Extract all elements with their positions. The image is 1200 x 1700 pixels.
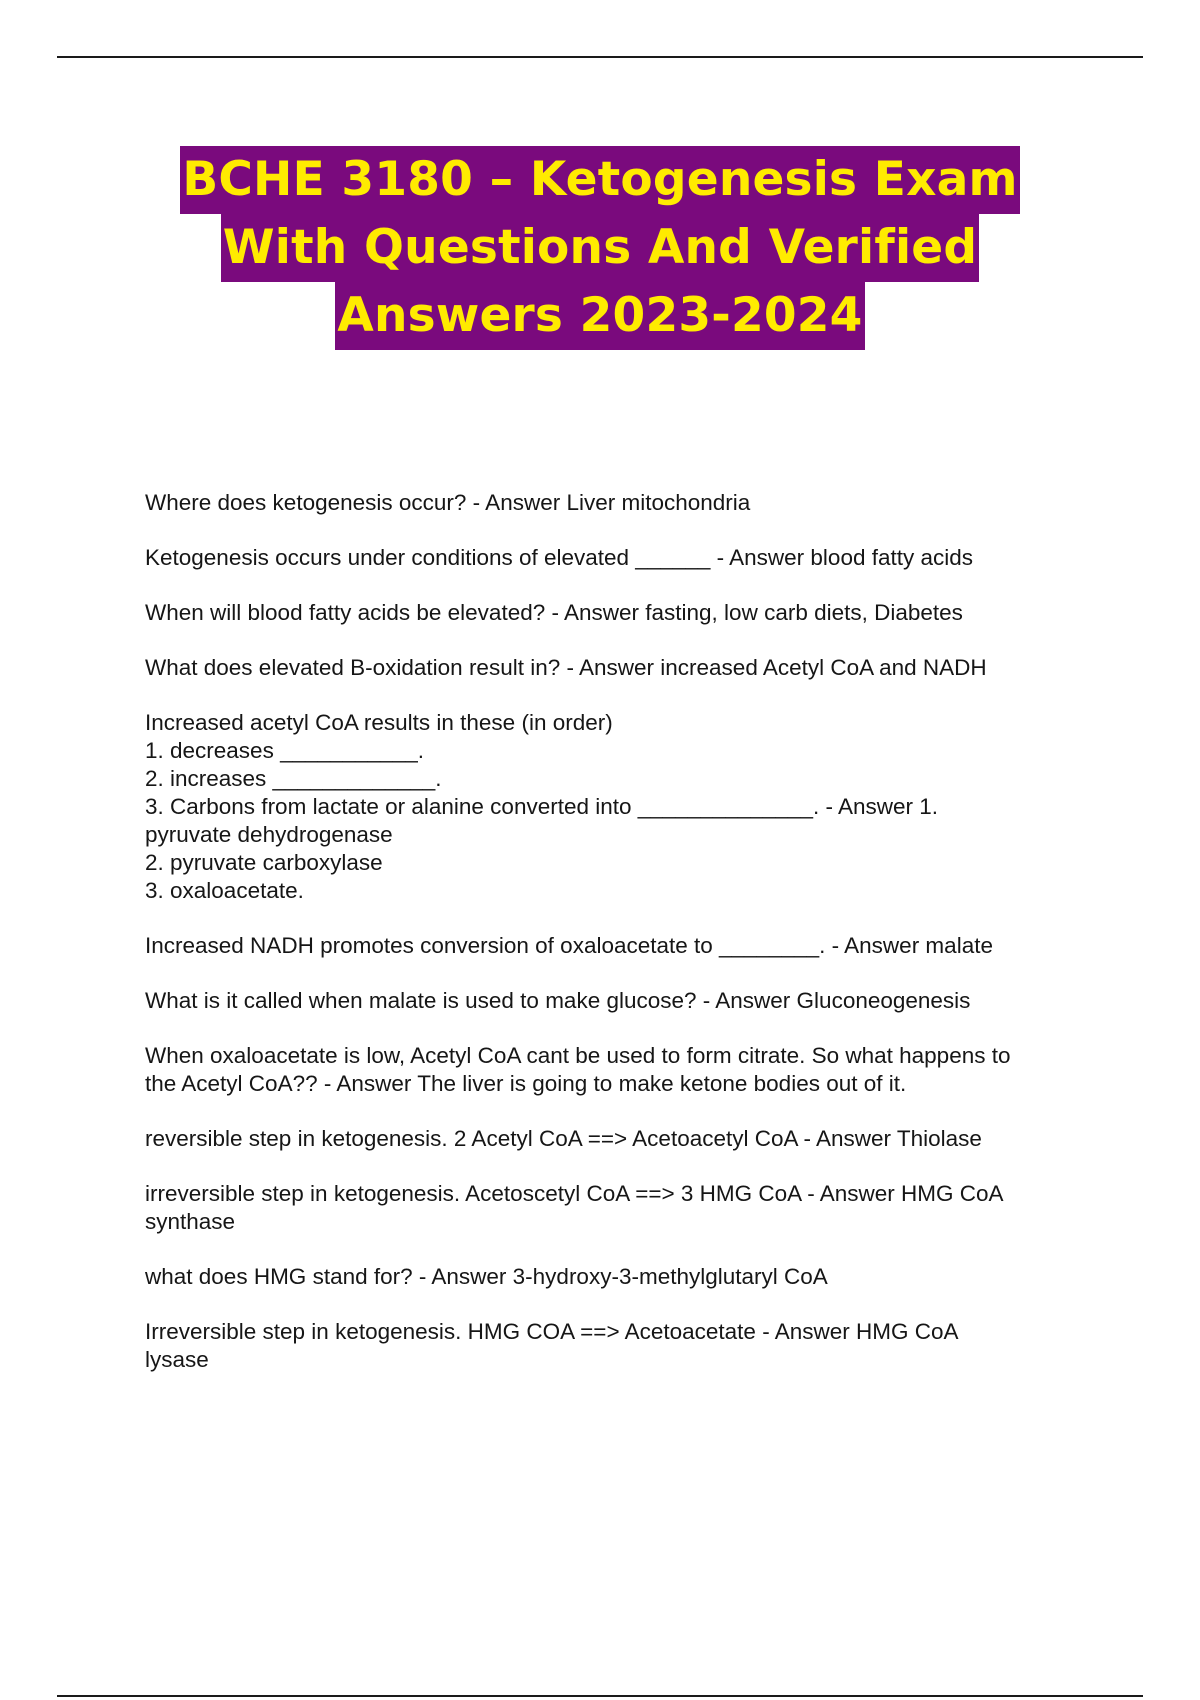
bottom-rule (57, 1695, 1143, 1697)
qa-list (145, 489, 1090, 1401)
qa-item: Increased acetyl CoA results in these (in order) 1. decreases ___________. 2. increases _____________. 3. Carbons from lactate or alanine converted into ______________. - Answer 1. pyruvate dehydrogenase 2. pyruvate carboxylase 3. oxaloacetate. (145, 710, 939, 903)
top-rule (57, 56, 1143, 58)
title-line-3: Answers 2023-2024 (335, 282, 864, 350)
title-line-1: BCHE 3180 – Ketogenesis Exam (180, 146, 1019, 214)
qa-item: What does elevated B-oxidation result in? - Answer increased Acetyl CoA and NADH (145, 655, 987, 680)
qa-item: When oxaloacetate is low, Acetyl CoA cant be used to form citrate. So what happens to the Acetyl CoA?? - Answer The liver is going to make ketone bodies out of it. (145, 1043, 1011, 1096)
qa-item: Increased NADH promotes conversion of oxaloacetate to ________. - Answer malate (145, 933, 993, 958)
qa-item: Where does ketogenesis occur? - Answer Liver mitochondria (145, 490, 751, 515)
document-title (0, 146, 1200, 350)
qa-item: Ketogenesis occurs under conditions of elevated ______ - Answer blood fatty acids (145, 545, 974, 570)
qa-item: reversible step in ketogenesis. 2 Acetyl CoA ==> Acetoacetyl CoA - Answer Thiolase (145, 1126, 982, 1151)
qa-item: When will blood fatty acids be elevated? - Answer fasting, low carb diets, Diabetes (145, 600, 963, 625)
qa-item: Irreversible step in ketogenesis. HMG COA ==> Acetoacetate - Answer HMG CoA lysase (145, 1319, 959, 1372)
title-line-2: With Questions And Verified (221, 214, 979, 282)
qa-item: What is it called when malate is used to make glucose? - Answer Gluconeogenesis (145, 988, 971, 1013)
qa-item: what does HMG stand for? - Answer 3-hydroxy-3-methylglutaryl CoA (145, 1264, 828, 1289)
qa-item: irreversible step in ketogenesis. Acetoscetyl CoA ==> 3 HMG CoA - Answer HMG CoA synthase (145, 1181, 1004, 1234)
